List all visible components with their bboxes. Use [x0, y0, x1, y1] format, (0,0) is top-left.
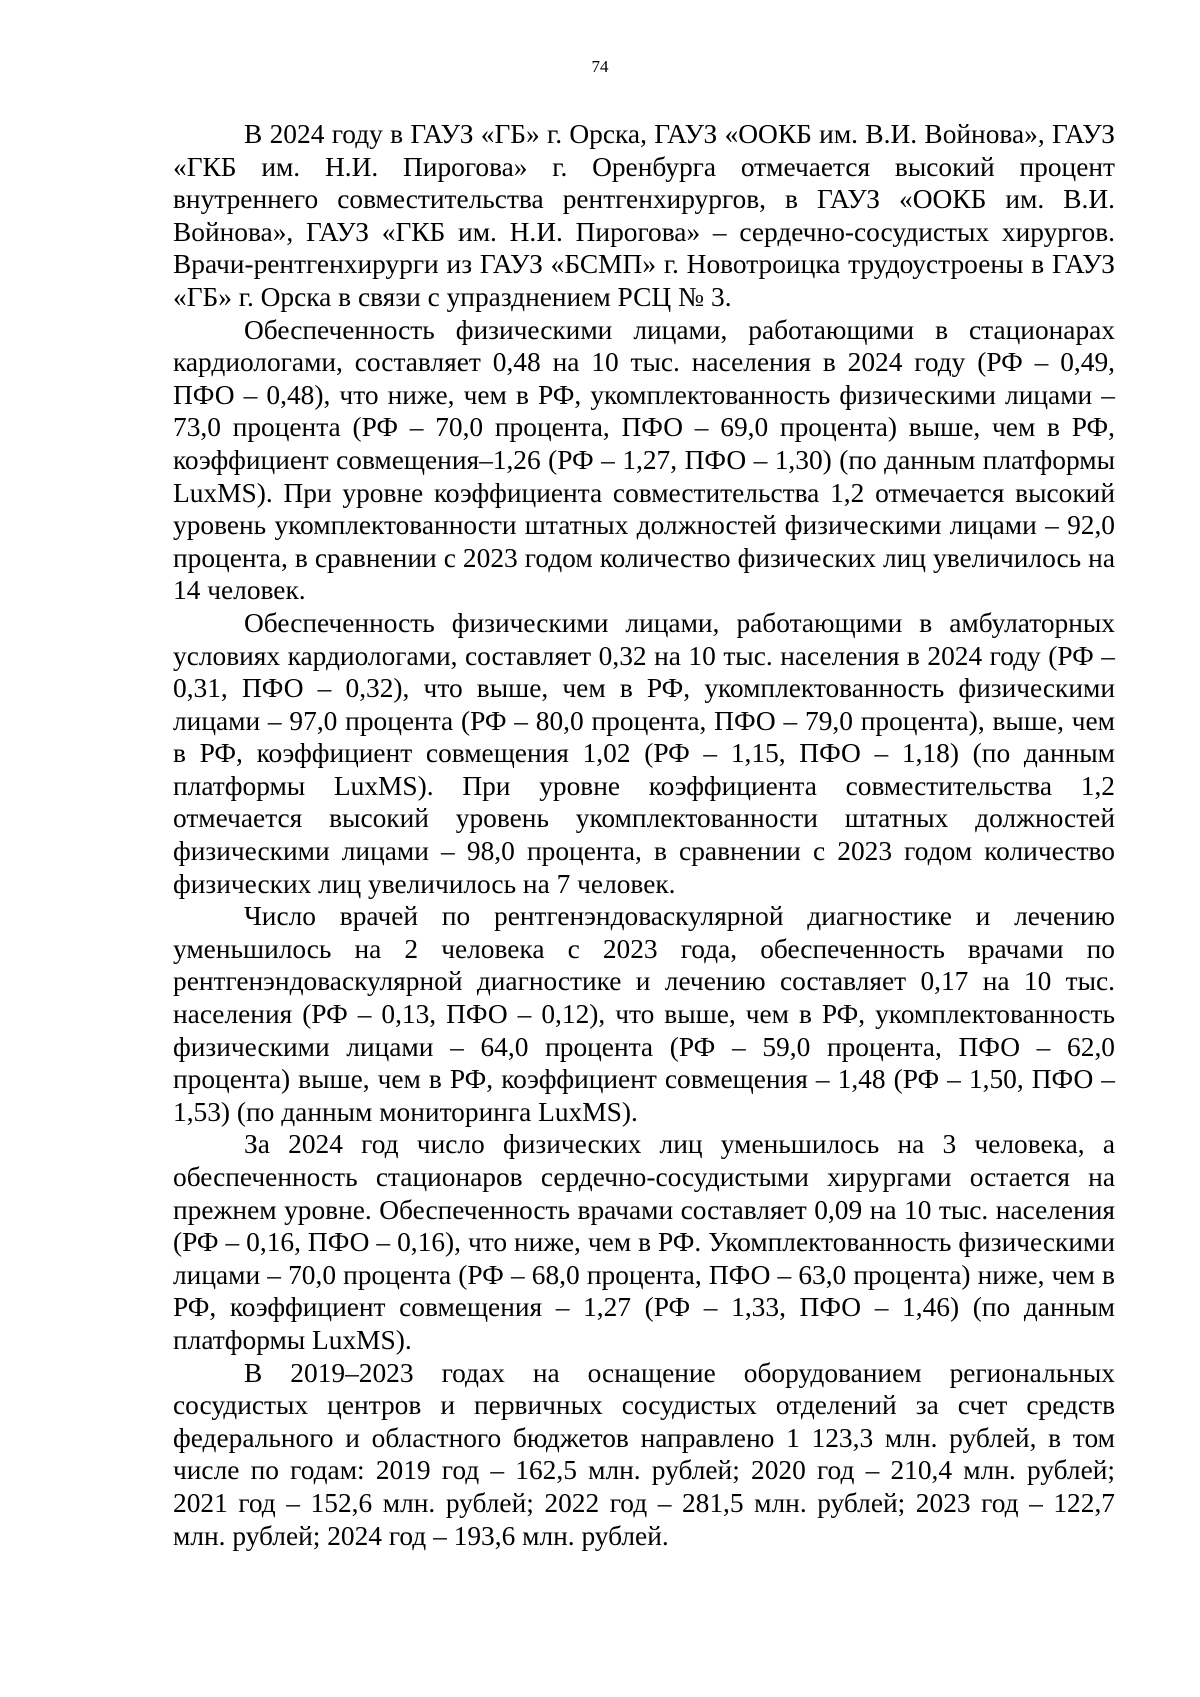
paragraph-outpatient-cardiologists: Обеспеченность физическими лицами, работающими в амбулаторных условиях кардиологами, составляет 0,32 на 10 тыс. населения в 2024 году (РФ – 0,31, ПФО – 0,32), что выше, чем в РФ, укомплектованность физическими лицами – 97,0 процента (РФ – 80,0 процента, ПФО – 79,0 процента), выше, чем в РФ, коэффициент совмещения 1,02 (РФ – 1,15, ПФО – 1,18) (по данным платформы LuxMS). При уровне коэффициента совместительства 1,2 отмечается высокий уровень укомплектованности штатных должностей физическими лицами – 98,0 процента, в сравнении с 2023 годом количество физических лиц увеличилось на 7 человек.: [173, 607, 1115, 899]
paragraph-equipment-funding: В 2019–2023 годах на оснащение оборудованием региональных сосудистых центров и первичных сосудистых отделений за счет средств федерального и областного бюджетов направлено 1 123,3 млн. рублей, в том числе по годам: 2019 год – 162,5 млн. рублей; 2020 год – 210,4 млн. рублей; 2021 год – 152,6 млн. рублей; 2022 год – 281,5 млн. рублей; 2023 год – 122,7 млн. рублей; 2024 год – 193,6 млн. рублей.: [173, 1357, 1115, 1551]
page-number: 74: [591, 57, 609, 76]
paragraph-cardiovascular-surgeons: За 2024 год число физических лиц уменьшилось на 3 человека, а обеспеченность стационаров сердечно-сосудистыми хирургами остается на прежнем уровне. Обеспеченность врачами составляет 0,09 на 10 тыс. населения (РФ – 0,16, ПФО – 0,16), что ниже, чем в РФ. Укомплектованность физическими лицами – 70,0 процента (РФ – 68,0 процента, ПФО – 63,0 процента) ниже, чем в РФ, коэффициент совмещения – 1,27 (РФ – 1,33, ПФО – 1,46) (по данным платформы LuxMS).: [173, 1129, 1115, 1355]
paragraph-endovascular-doctors: Число врачей по рентгенэндоваскулярной диагностике и лечению уменьшилось на 2 человека с 2023 года, обеспеченность врачами по рентгенэндоваскулярной диагностике и лечению составляет 0,17 на 10 тыс. населения (РФ – 0,13, ПФО – 0,12), что выше, чем в РФ, укомплектованность физическими лицами – 64,0 процента (РФ – 59,0 процента, ПФО – 62,0 процента) выше, чем в РФ, коэффициент совмещения – 1,48 (РФ – 1,50, ПФО – 1,53) (по данным мониторинга LuxMS).: [173, 901, 1115, 1127]
document-body: [173, 118, 1115, 1552]
paragraph-staffing-orsk: В 2024 году в ГАУЗ «ГБ» г. Орска, ГАУЗ «ООКБ им. В.И. Войнова», ГАУЗ «ГКБ им. Н.И. Пирогова» г. Оренбурга отмечается высокий процент внутреннего совместительства рентгенхирургов, в ГАУЗ «ООКБ им. В.И. Войнова», ГАУЗ «ГКБ им. Н.И. Пирогова» – сердечно-сосудистых хирургов. Врачи-рентгенхирурги из ГАУЗ «БСМП» г. Новотроицка трудоустроены в ГАУЗ «ГБ» г. Орска в связи с упразднением РСЦ № 3.: [173, 119, 1115, 312]
paragraph-inpatient-cardiologists: Обеспеченность физическими лицами, работающими в стационарах кардиологами, составляет 0,48 на 10 тыс. населения в 2024 году (РФ – 0,49, ПФО – 0,48), что ниже, чем в РФ, укомплектованность физическими лицами – 73,0 процента (РФ – 70,0 процента, ПФО – 69,0 процента) выше, чем в РФ, коэффициент совмещения–1,26 (РФ – 1,27, ПФО – 1,30) (по данным платформы LuxMS). При уровне коэффициента совместительства 1,2 отмечается высокий уровень укомплектованности штатных должностей физическими лицами – 92,0 процента, в сравнении с 2023 годом количество физических лиц увеличилось на 14 человек.: [173, 314, 1115, 606]
